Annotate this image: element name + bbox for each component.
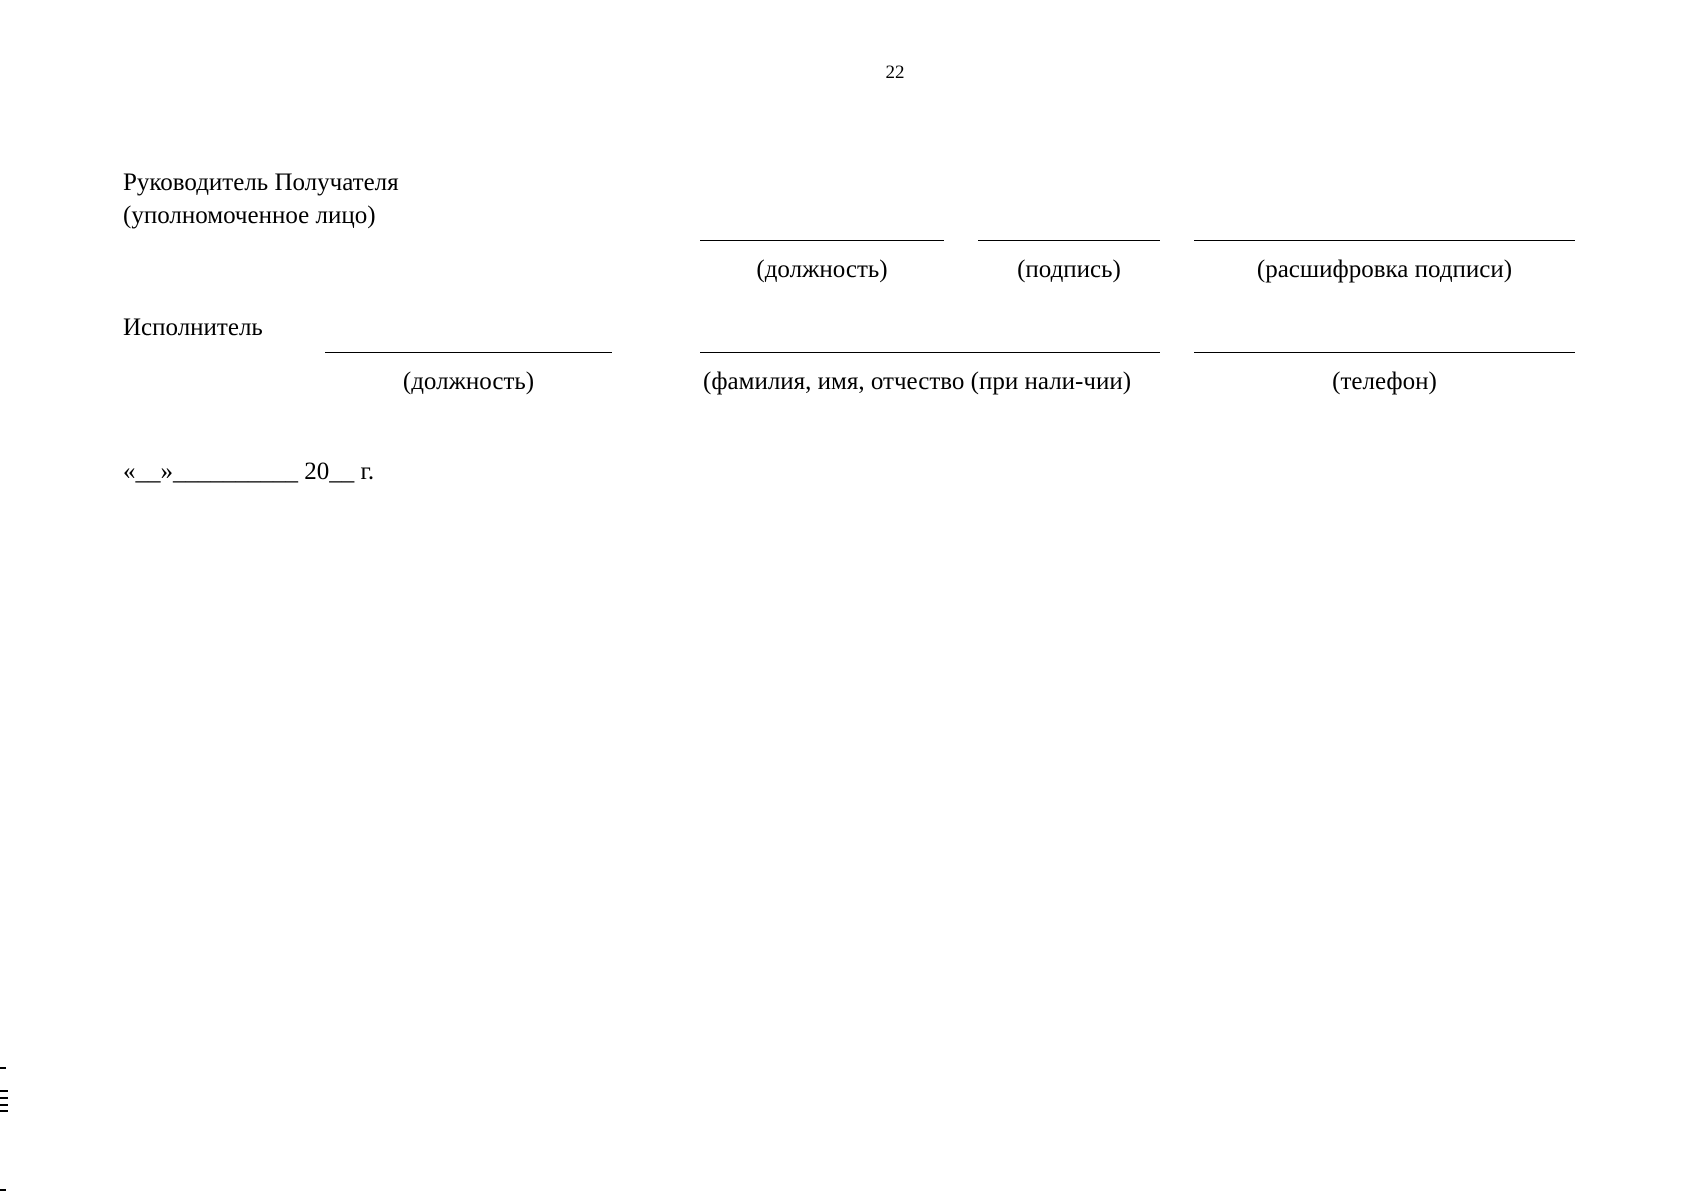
- scan-edge-mark: [0, 1104, 8, 1106]
- executor-full-name-caption: (фамилия, имя, отчество (при нали-чии): [703, 368, 1132, 395]
- scan-edge-mark: [0, 1067, 6, 1069]
- head-title-line2: (уполномоченное лицо): [123, 202, 376, 229]
- executor-phone-caption: (телефон): [1332, 368, 1437, 395]
- scan-edge-mark: [0, 1097, 8, 1099]
- scan-edge-mark: [0, 1189, 6, 1191]
- executor-full-name-line: [700, 352, 1160, 353]
- head-position-caption: (должность): [756, 256, 888, 283]
- page-number: 22: [885, 62, 905, 83]
- head-position-line: [700, 240, 944, 241]
- head-signature-line: [978, 240, 1160, 241]
- executor-label: Исполнитель: [123, 314, 263, 341]
- scan-edge-mark: [0, 1110, 8, 1112]
- head-signature-decoding-line: [1194, 240, 1575, 241]
- executor-position-line: [325, 352, 612, 353]
- head-title-line1: Руководитель Получателя: [123, 169, 399, 196]
- executor-phone-line: [1194, 352, 1575, 353]
- executor-position-caption: (должность): [402, 368, 535, 395]
- date-line: «__»__________ 20__ г.: [123, 458, 375, 485]
- head-signature-decoding-caption: (расшифровка подписи): [1256, 256, 1513, 283]
- scan-edge-mark: [0, 1090, 8, 1092]
- head-signature-caption: (подпись): [1017, 256, 1121, 283]
